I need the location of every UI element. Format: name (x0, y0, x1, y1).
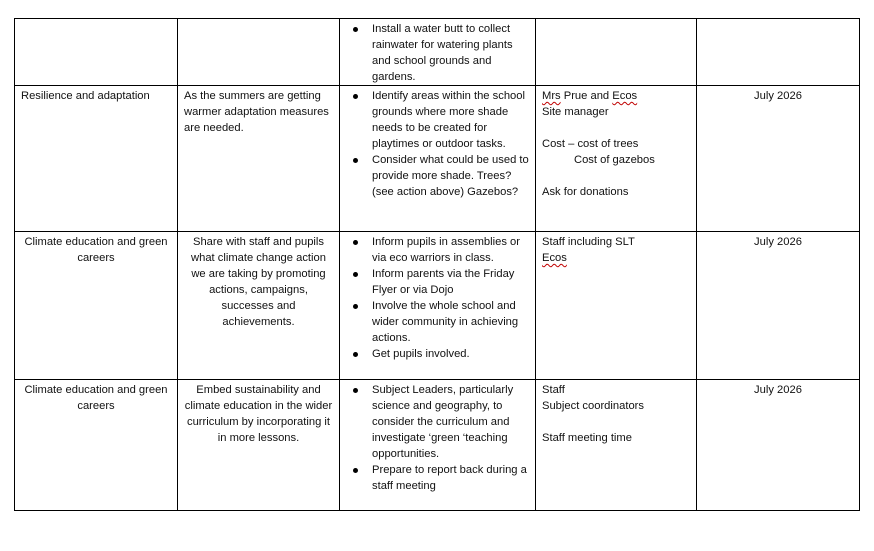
responsibility-line: Site manager (542, 106, 609, 118)
area-text: Resilience and adaptation (21, 90, 150, 102)
action-item: Identify areas within the school grounds where more shade needs to be created for playtimes or outdoor tasks. (372, 88, 529, 152)
deadline-text: July 2026 (754, 384, 802, 396)
rationale-text: Embed sustainability and climate education in the wider curriculum by incorporating it in more lessons. (184, 384, 333, 444)
area-cell (15, 86, 178, 232)
action-item: Get pupils involved. (372, 346, 529, 362)
rationale-text: As the summers are getting warmer adaptation measures are needed. (184, 90, 329, 134)
actions-cell (340, 86, 536, 232)
actions-cell (340, 380, 536, 511)
rationale-cell (178, 19, 340, 86)
responsibility-line: Subject coordinators (542, 400, 644, 412)
responsibility-line: Ecos (542, 252, 567, 264)
table-row (15, 232, 860, 380)
responsibility-line: Mrs Prue and Ecos (542, 90, 638, 102)
area-cell (15, 19, 178, 86)
rationale-cell (178, 380, 340, 511)
action-plan-table (14, 18, 860, 511)
action-item: Inform pupils in assemblies or via eco warriors in class. (372, 234, 529, 266)
rationale-cell (178, 232, 340, 380)
funding-line: Ask for donations (542, 186, 629, 198)
cost-line: Cost of gazebos (574, 154, 655, 166)
actions-list (346, 382, 529, 494)
actions-cell (340, 232, 536, 380)
table-row (15, 86, 860, 232)
cost-line: Cost – cost of trees (542, 138, 639, 150)
action-item: Subject Leaders, particularly science and geography, to consider the curriculum and investigate ‘green ‘teaching opportunities. (372, 382, 529, 462)
responsibility-cell (536, 19, 697, 86)
deadline-cell (697, 380, 860, 511)
action-item: Inform parents via the Friday Flyer or via Dojo (372, 266, 529, 298)
deadline-cell (697, 86, 860, 232)
area-text: Climate education and green careers (24, 384, 168, 412)
responsibility-line: Staff including SLT (542, 236, 635, 248)
rationale-cell (178, 86, 340, 232)
action-item: Install a water butt to collect rainwater for watering plants and school grounds and gardens. (372, 21, 529, 85)
table-row (15, 19, 860, 86)
action-item: Prepare to report back during a staff meeting (372, 462, 529, 494)
responsibility-line: Staff meeting time (542, 432, 632, 444)
deadline-cell (697, 19, 860, 86)
responsibility-cell (536, 232, 697, 380)
area-text: Climate education and green careers (24, 236, 168, 264)
action-item: Consider what could be used to provide more shade. Trees? (see action above) Gazebos? (372, 154, 529, 198)
responsibility-cell (536, 380, 697, 511)
responsibility-cell (536, 86, 697, 232)
area-cell (15, 380, 178, 511)
deadline-cell (697, 232, 860, 380)
actions-list (346, 21, 529, 85)
actions-cell (340, 19, 536, 86)
action-item: Involve the whole school and wider community in achieving actions. (372, 298, 529, 346)
deadline-text: July 2026 (754, 90, 802, 102)
responsibility-line: Staff (542, 384, 565, 396)
actions-list (346, 88, 529, 200)
area-cell (15, 232, 178, 380)
deadline-text: July 2026 (754, 236, 802, 248)
rationale-text: Share with staff and pupils what climate change action we are taking by promoting actions, campaigns, successes and achievements. (191, 236, 326, 328)
actions-list (346, 234, 529, 362)
table-row (15, 380, 860, 511)
